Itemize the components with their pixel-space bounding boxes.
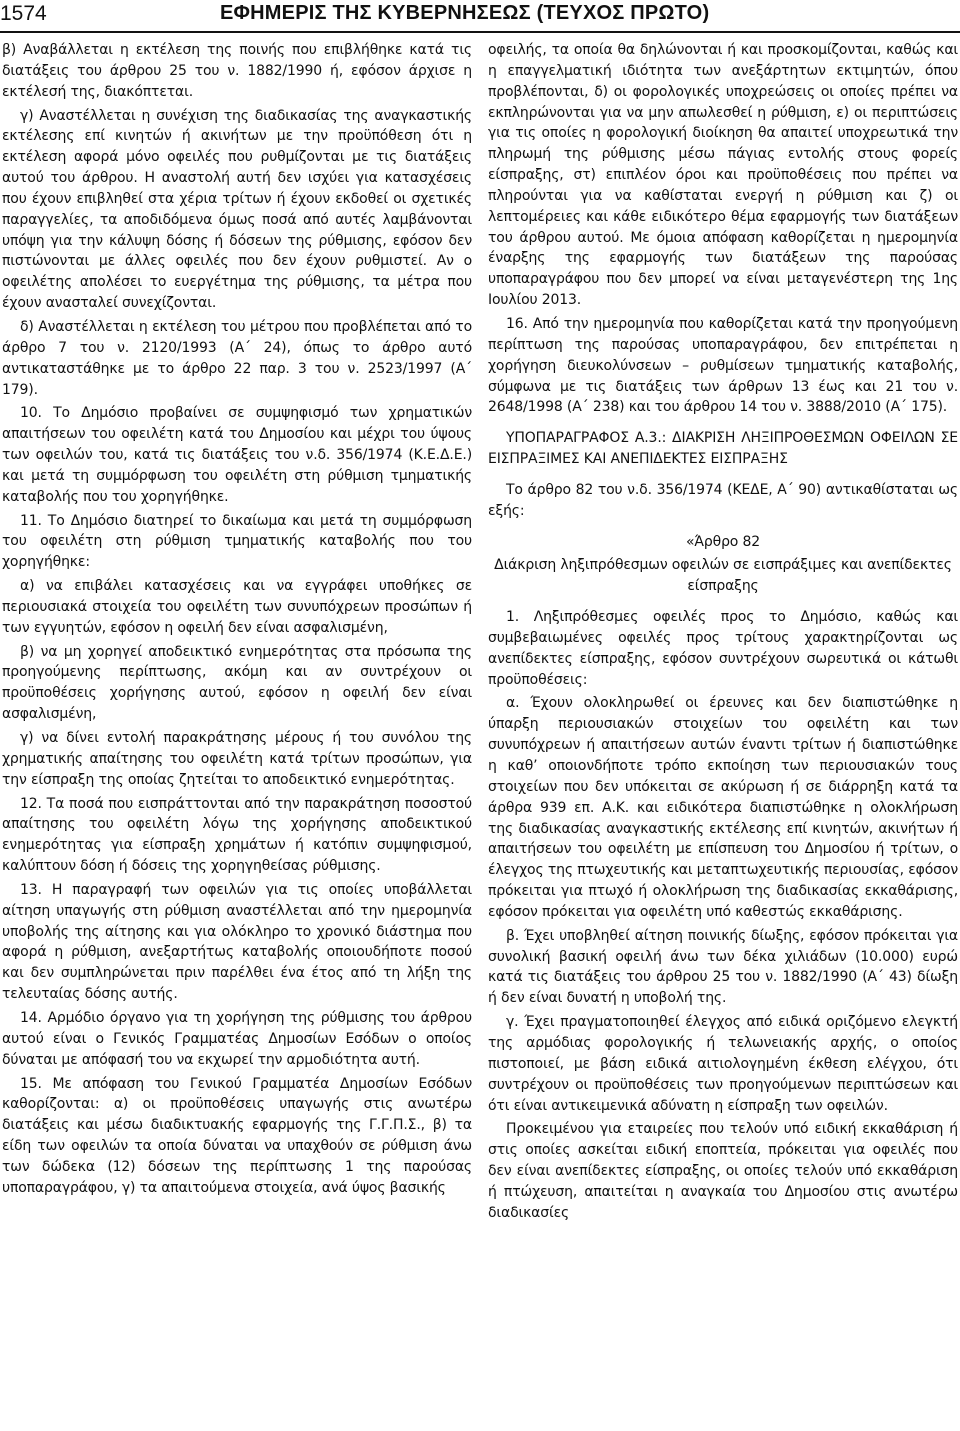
article-paragraph-1: 1. Ληξιπρόθεσμες οφειλές προς το Δημόσιο, καθώς και συμβεβαιωμένες οφειλές προς τρίτους χαρακτηρίζονται ως ανεπίδεκτες είσπραξης, εφόσον συντρέχουν σωρευτικά οι κάτωθι προϋποθέσεις: [488,609,958,688]
running-title: ΕΦΗΜΕΡΙΣ ΤΗΣ ΚΥΒΕΡΝΗΣΕΩΣ (ΤΕΥΧΟΣ ΠΡΩΤΟ) [220,2,710,24]
article-item-g: γ. Έχει πραγματοποιηθεί έλεγχος από ειδικά οριζόμενο ελεγκτή της αρμόδιας φορολογικής ή τελωνειακής αρχής, ο οποίος πιστοποιεί, με βάση ειδικά αιτιολογημένη έκθεση ελέγχου, ότι συντρέχουν οι προϋποθέσεις των προηγούμενων περιπτώσεων και ότι είναι αντικειμενικά αδύνατη η είσπραξη των οφειλών. [488,1014,958,1114]
article-number: «Άρθρο 82 [685,533,761,550]
paragraph-15-continued: οφειλής, τα οποία θα δηλώνονται ή και προσκομίζονται, καθώς και η επαγγελματική ιδιότητα των ανεξάρτητων εκτιμητών, όπου προβλέπονται, δ) οι φορολογικές υποχρεώσεις οι οποίες πρέπει να εκπληρώνονται για να μην απωλεσθεί η ρύθμιση, ε) οι περιπτώσεις για τις οποίες η φορολογική διοίκηση θα απαιτεί υποχρεωτικά την πληρωμή της ρύθμισης μέσω πάγιας εντολής στους φορείς είσπραξης, στ) επιπλέον όροι και προϋποθέσεις που πρέπει να πληρούνται για να καθίσταται ενεργή η ρύθμιση και ζ) οι λεπτομέρειες και κάθε ειδικότερο θέμα εφαρμογής των διατάξεων του άρθρου αυτού. Με όμοια απόφαση καθορίζεται η ημερομηνία έναρξης της εφαρμογής των διατάξεων της παρούσας υποπαραγράφου που δεν μπορεί να είναι μεταγενέστερη της 1ης Ιουλίου 2013. [488,42,958,309]
paragraph-15: 15. Με απόφαση του Γενικού Γραμματέα Δημοσίων Εσόδων καθορίζονται: α) οι προϋποθέσεις υπαγωγής στις ανωτέρω διατάξεις και μέσω διαδικτυακής εφαρμογής της Γ.Γ.Π.Σ., β) τα είδη των οφειλών τα οποία δύναται να υπαχθούν σε ρύθμιση άνω των δώδεκα (12) δόσεων της περίπτωσης 1 της παρούσας υποπαραγράφου, γ) τα απαιτούμενα στοιχεία, ανά ύψος βασικής [2,1075,472,1196]
paragraph-d: δ) Αναστέλλεται η εκτέλεση του μέτρου που προβλέπεται από το άρθρο 7 του ν. 2120/1993 (Α΄ 24), όπως το άρθρο αυτό αντικαταστάθηκε με το άρθρο 22 παρ. 3 του ν. 2523/1997 (Α΄ 179). [2,318,472,398]
article-closing-paragraph: Προκειμένου για εταιρείες που τελούν υπό ειδική εκκαθάριση ή στις οποίες ασκείται ειδική εποπτεία, πρόκειται για οφειλές που δεν είναι ανεπίδεκτες είσπραξης, οι οποίες τελούν υπό εκκαθάριση ή πτώχευση, απαιτείται η αναγκαία του Δημοσίου στις ανωτέρω διαδικασίες [488,1121,958,1221]
page-header [0,0,960,34]
right-column [488,40,958,1227]
subparagraph-heading: ΥΠΟΠΑΡΑΓΡΑΦΟΣ Α.3.: ΔΙΑΚΡΙΣΗ ΛΗΞΙΠΡΟΘΕΣΜΩΝ ΟΦΕΙΛΩΝ ΣΕ ΕΙΣΠΡΑΞΙΜΕΣ ΚΑΙ ΑΝΕΠΙΔΕΚΤΕΣ ΕΙΣΠΡΑΞΗΣ [488,430,958,468]
header-rule [0,31,960,33]
paragraph-b: β) Αναβάλλεται η εκτέλεση της ποινής που επιβλήθηκε κατά τις διατάξεις του άρθρου 25 του ν. 1882/1990 ή, εφόσον άρχισε η εκτέλεσή της, διακόπτεται. [2,42,472,100]
article-intro: Το άρθρο 82 του ν.δ. 356/1974 (ΚΕΔΕ, Α΄ 90) αντικαθίσταται ως εξής: [488,481,958,519]
page-number: 1574 [0,2,47,25]
paragraph-g: γ) Αναστέλλεται η συνέχιση της διαδικασίας της αναγκαστικής εκτέλεσης επί κινητών ή ακινήτων με την προϋπόθεση ότι η εκτέλεση αφορά μόνο οφειλές που ρυθμίζονται με τις διατάξεις αυτού του άρθρου. Η αναστολή αυτή δεν ισχύει για κατασχέσεις που έχουν επιβληθεί στα χέρια τρίτων ή έχουν εκδοθεί οι σχετικές παραγγελίες, τα αποδιδόμενα όμως ποσά από αυτές λαμβάνονται υπόψη για την κάλυψη δόσης ή δόσεων της ρύθμισης, εφόσον δεν πιστώνονται με άλλες οφειλές που δεν έχουν ρυθμιστεί. Αν ο οφειλέτης απολέσει το ευεργέτημα της ρύθμισης, τα μέτρα που έχουν ανασταλεί συνεχίζονται. [2,107,472,312]
paragraph-11g: γ) να δίνει εντολή παρακράτησης μέρους ή του συνόλου της χρηματικής απαίτησης του οφειλέτη κατά τρίτων προσώπων, για την είσπραξη της οποίας ζητείται το αποδεικτικό ενημερότητας. [2,730,472,788]
article-title: Διάκριση ληξιπρόθεσμων οφειλών σε εισπράξιμες και ανεπίδεκτες είσπραξης [494,557,952,595]
paragraph-16: 16. Από την ημερομηνία που καθορίζεται κατά την προηγούμενη περίπτωση της παρούσας υποπαραγράφου, δεν επιτρέπεται η χορήγηση διευκολύνσεων – ρυθμίσεων τμηματικής καταβολής, σύμφωνα με τις διατάξεις των άρθρων 13 έως και 21 του ν. 2648/1998 (Α΄ 238) και του άρθρου 14 του ν. 3888/2010 (Α΄ 175). [488,315,958,416]
paragraph-13: 13. Η παραγραφή των οφειλών για τις οποίες υποβάλλεται αίτηση υπαγωγής στη ρύθμιση αναστέλλεται από την ημερομηνία υποβολής της αίτησης και για ολόκληρο το χρονικό διάστημα που αφορά η ρύθμιση, ανεξαρτήτως καταβολής οποιουδήποτε ποσού και δεν συμπληρώνεται πριν παρέλθει ένα έτος από τη λήξη της τελευταίας δόσης αυτής. [2,881,472,1003]
left-column [2,40,472,1202]
paragraph-10: 10. Το Δημόσιο προβαίνει σε συμψηφισμό των χρηματικών απαιτήσεων του οφειλέτη κατά του Δημοσίου και μέχρι του ύψους των οφειλών του, κατά τις διατάξεις του ν.δ. 356/1974 (Κ.Ε.Δ.Ε.) και μετά τη συμμόρφωση του οφειλέτη στη ρύθμιση τμηματικής καταβολής που του χορηγήθηκε. [2,405,472,505]
paragraph-11: 11. Το Δημόσιο διατηρεί το δικαίωμα και μετά τη συμμόρφωση του οφειλέτη στη ρύθμιση τμηματικής καταβολής που του χορηγήθηκε: [2,512,472,571]
paragraph-11a: α) να επιβάλει κατασχέσεις και να εγγράφει υποθήκες σε περιουσιακά στοιχεία του οφειλέτη των συνυπόχρεων προσώπων ή των εγγυητών, εφόσον η οφειλή δεν είναι ασφαλισμένη, [2,578,472,636]
article-item-b: β. Έχει υποβληθεί αίτηση ποινικής δίωξης, εφόσον πρόκειται για συνολική βασική οφειλή άνω των δέκα χιλιάδων (10.000) ευρώ κατά τις διατάξεις του άρθρου 25 του ν. 1882/1990 (Α΄ 43) δίωξη ή δεν είναι δυνατή η υποβολή της. [488,927,958,1007]
article-item-a: α. Έχουν ολοκληρωθεί οι έρευνες και δεν διαπιστώθηκε η ύπαρξη περιουσιακών στοιχείων του οφειλέτη και των συνυπόχρεων ή απαιτήσεων αυτών έναντι τρίτων ή διαπιστώθηκε η καθ’ οποιονδήποτε τρόπο εκποίηση των περιουσιακών τους στοιχείων που δεν υπόκειται σε ακύρωση ή σε διάρρηξη κατά τα άρθρα 939 επ. Α.Κ. και ειδικότερα διαπιστώθηκε η ολοκλήρωση της διαδικασίας αναγκαστικής εκτέλεσης επί κινητών, ακινήτων ή απαιτήσεων του οφειλέτη με επίσπευση του Δημοσίου ή τρίτων, ο έλεγχος της πτωχευτικής και μεταπτωχευτικής περιουσίας, εφόσον πρόκειται για πτωχό ή ολοκλήρωση της διαδικασίας εκκαθάρισης, εφόσον πρόκειται για οφειλέτη υπό καθεστώς εκκαθάρισης. [488,695,958,920]
paragraph-11b: β) να μη χορηγεί αποδεικτικό ενημερότητας στα πρόσωπα της προηγούμενης περίπτωσης, ακόμη και αν συντρέχουν οι προϋποθέσεις χορήγησης αυτού, εφόσον η οφειλή δεν είναι ασφαλισμένη, [2,643,472,723]
paragraph-12: 12. Τα ποσά που εισπράττονται από την παρακράτηση ποσοστού απαίτησης του οφειλέτη λόγω της χορήγησης αποδεικτικού ενημερότητας για είσπραξη χρημάτων ή κατόπιν συμψηφισμού, καλύπτουν δόση ή δόσεις της χορηγηθείσας ρύθμισης. [2,795,472,875]
paragraph-14: 14. Αρμόδιο όργανο για τη χορήγηση της ρύθμισης του άρθρου αυτού είναι ο Γενικός Γραμματέας Δημοσίων Εσόδων ο οποίος δύναται με απόφασή του να εκχωρεί την αρμοδιότητα αυτή. [2,1009,472,1068]
